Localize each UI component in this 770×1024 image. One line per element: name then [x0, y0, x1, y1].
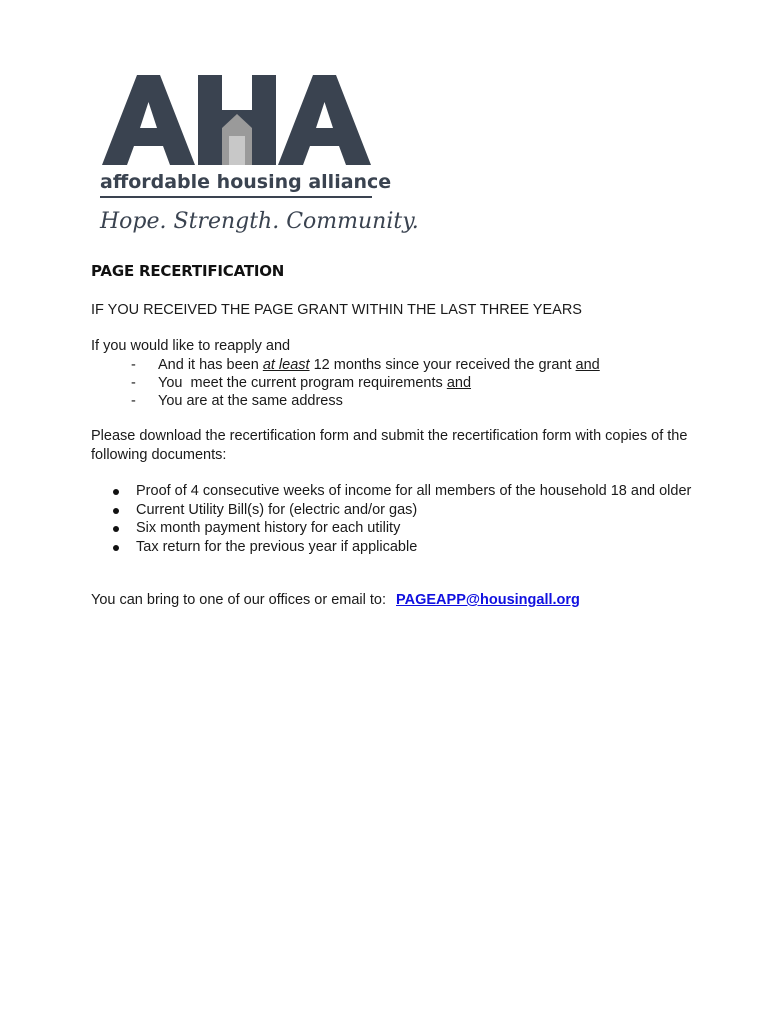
list-item-text: Tax return for the previous year if applicable: [136, 538, 418, 555]
condition-underlined: and: [446, 375, 472, 391]
list-item-text: Six month payment history for each utility: [136, 520, 401, 536]
condition-underlined: and: [575, 357, 600, 373]
list-item: [91, 482, 701, 501]
bullet-icon: [113, 489, 119, 495]
condition-item: [131, 392, 600, 410]
email-link[interactable]: PAGEAPP@housingall.org: [396, 592, 580, 608]
logo-org-name: affordable housing alliance: [100, 171, 392, 193]
bullet-icon: [113, 508, 119, 514]
contact-text: You can bring to one of our offices or email to:: [91, 592, 387, 608]
condition-text: You meet the current program requirements: [158, 375, 447, 391]
aha-logo-graphic: [92, 70, 419, 245]
logo-tagline: Hope. Strength. Community.: [100, 209, 419, 234]
list-item-text: Current Utility Bill(s) for (electric and/or gas): [136, 501, 418, 518]
condition-emphasis: at least: [262, 357, 310, 373]
dash-marker: -: [131, 357, 136, 373]
condition-text: 12 months since your received the grant: [309, 357, 576, 373]
list-item: [91, 519, 701, 538]
conditions-list: [131, 356, 600, 410]
instructions-paragraph: Please download the recertification form and submit the recertification form with copies of the following documents:: [91, 428, 688, 463]
aha-logo: [92, 70, 419, 245]
bullet-icon: [113, 545, 119, 551]
subheading: IF YOU RECEIVED THE PAGE GRANT WITHIN THE LAST THREE YEARS: [91, 302, 582, 318]
condition-item: [131, 374, 600, 392]
intro-text: If you would like to reapply and: [91, 338, 291, 354]
dash-marker: -: [131, 375, 136, 391]
contact-line: [91, 592, 580, 608]
condition-text: You are at the same address: [158, 393, 343, 409]
list-item-text: Proof of 4 consecutive weeks of income for all members of the household 18 and older: [136, 483, 692, 499]
list-item: [91, 501, 701, 520]
list-item: [91, 538, 701, 557]
condition-item: [131, 356, 600, 374]
page-title: PAGE RECERTIFICATION: [91, 262, 285, 280]
condition-text: And it has been: [158, 357, 263, 373]
documents-list: [91, 482, 701, 556]
dash-marker: -: [131, 393, 136, 409]
bullet-icon: [113, 526, 119, 532]
